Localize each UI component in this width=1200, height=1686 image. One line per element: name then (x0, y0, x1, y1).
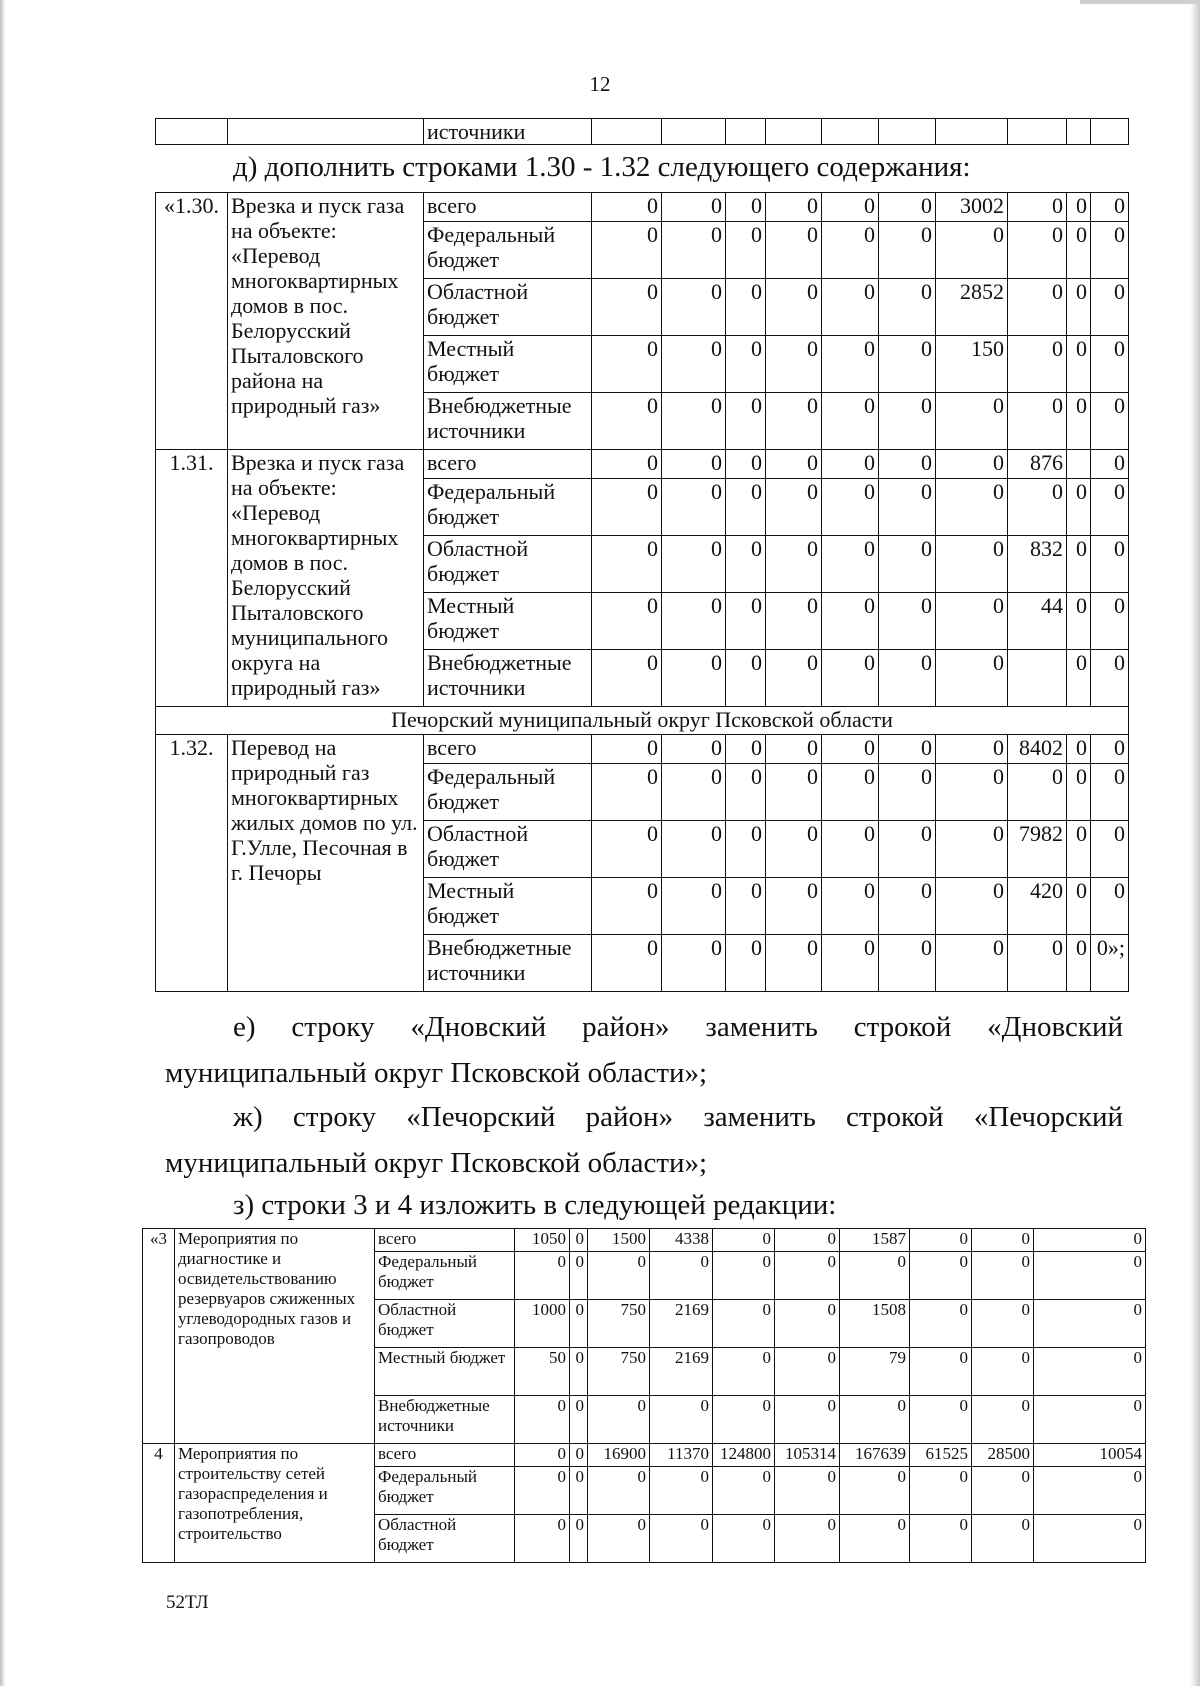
value-cell: 3002 (936, 193, 1008, 222)
value-cell: 0 (713, 1252, 775, 1300)
value-cell: 0 (936, 222, 1008, 279)
value-cell: 0 (822, 222, 879, 279)
funding-source: Внебюджетные источники (424, 650, 592, 707)
funding-source: Федеральный бюджет (424, 222, 592, 279)
value-cell: 0 (822, 336, 879, 393)
value-cell: 0 (592, 222, 662, 279)
value-cell: 0 (1067, 593, 1091, 650)
value-cell: 0 (570, 1229, 588, 1252)
value-cell: 0 (910, 1252, 972, 1300)
value-cell: 0 (766, 222, 822, 279)
value-cell: 0 (592, 593, 662, 650)
value-cell: 2169 (650, 1300, 713, 1348)
value-cell: 0 (766, 279, 822, 336)
value-cell: 0 (766, 878, 822, 935)
value-cell: 1050 (515, 1229, 570, 1252)
funding-source: всего (375, 1444, 515, 1467)
value-cell: 0 (588, 1515, 650, 1563)
value-cell: 0 (879, 279, 936, 336)
value-cell: 0 (515, 1396, 570, 1444)
row-number: «1.30. (156, 193, 228, 450)
value-cell: 0 (1008, 193, 1067, 222)
value-cell: 50 (515, 1348, 570, 1396)
value-cell: 8402 (1008, 735, 1067, 764)
value-cell: 0 (1034, 1467, 1146, 1515)
funding-source: Внебюджетные источники (424, 935, 592, 992)
value-cell: 16900 (588, 1444, 650, 1467)
table-row (143, 1229, 1146, 1252)
value-cell: 0 (936, 878, 1008, 935)
value-cell: 0 (662, 935, 726, 992)
value-cell: 0 (775, 1396, 840, 1444)
value-cell: 0 (936, 450, 1008, 479)
activity-name: Мероприятия по диагностике и освидетельствованию резервуаров сжиженных углеводородных газов и газопроводов (175, 1229, 375, 1444)
value-cell: 0 (879, 735, 936, 764)
value-cell: 0 (910, 1300, 972, 1348)
value-cell: 0 (1091, 193, 1129, 222)
table-row (143, 1444, 1146, 1467)
value-cell: 0 (662, 479, 726, 536)
value-cell: 0 (840, 1467, 910, 1515)
value-cell: 0 (662, 878, 726, 935)
page-number: 12 (589, 72, 611, 96)
value-cell: 7982 (1008, 821, 1067, 878)
value-cell: 0 (775, 1515, 840, 1563)
value-cell: 0 (972, 1229, 1034, 1252)
value-cell: 0 (713, 1467, 775, 1515)
funding-source: Федеральный бюджет (424, 764, 592, 821)
value-cell: 0 (726, 593, 766, 650)
value-cell: 0 (1034, 1252, 1146, 1300)
value-cell: 0 (662, 450, 726, 479)
table-additions (155, 192, 1129, 992)
value-cell: 150 (936, 336, 1008, 393)
value-cell: 0 (936, 764, 1008, 821)
value-cell: 0 (592, 878, 662, 935)
value-cell: 167639 (840, 1444, 910, 1467)
value-cell: 0 (1034, 1348, 1146, 1396)
funding-source: Областной бюджет (424, 821, 592, 878)
value-cell: 0 (972, 1300, 1034, 1348)
table-row (156, 193, 1129, 222)
value-cell: 420 (1008, 878, 1067, 935)
value-cell: 0 (910, 1229, 972, 1252)
value-cell: 0 (570, 1252, 588, 1300)
value-cell: 0 (822, 479, 879, 536)
value-cell: 0 (822, 650, 879, 707)
value-cell: 0 (1008, 393, 1067, 450)
value-cell: 0 (936, 393, 1008, 450)
funding-source: Внебюджетные источники (375, 1396, 515, 1444)
value-cell: 0 (592, 764, 662, 821)
value-cell: 79 (840, 1348, 910, 1396)
value-cell: 0 (822, 593, 879, 650)
funding-source: Областной бюджет (375, 1515, 515, 1563)
value-cell: 0 (592, 336, 662, 393)
value-cell: 0 (972, 1348, 1034, 1396)
funding-source: всего (375, 1229, 515, 1252)
value-cell: 0 (1067, 393, 1091, 450)
heading-d: д) дополнить строками 1.30 - 1.32 следующего содержания: (233, 151, 971, 183)
scan-edge-top (1080, 0, 1200, 4)
value-cell: 0 (766, 821, 822, 878)
value-cell: 0 (662, 336, 726, 393)
funding-source: Областной бюджет (424, 279, 592, 336)
value-cell: 750 (588, 1348, 650, 1396)
value-cell: 28500 (972, 1444, 1034, 1467)
value-cell: 0 (650, 1396, 713, 1444)
value-cell: 0 (570, 1444, 588, 1467)
value-cell: 0 (840, 1515, 910, 1563)
value-cell: 0 (936, 479, 1008, 536)
value-cell: 4338 (650, 1229, 713, 1252)
value-cell: 0 (570, 1300, 588, 1348)
value-cell: 0 (662, 764, 726, 821)
value-cell: 0 (766, 593, 822, 650)
value-cell: 0 (822, 393, 879, 450)
value-cell: 10054 (1034, 1444, 1146, 1467)
value-cell: 0 (592, 479, 662, 536)
value-cell: 0 (588, 1252, 650, 1300)
value-cell: 0 (1091, 735, 1129, 764)
value-cell: 0 (766, 650, 822, 707)
value-cell: 0 (840, 1396, 910, 1444)
value-cell: 0 (713, 1300, 775, 1348)
value-cell: 0 (1091, 821, 1129, 878)
value-cell: 0 (972, 1515, 1034, 1563)
value-cell: 0 (1008, 479, 1067, 536)
activity-name: Врезка и пуск газа на объекте: «Перевод многоквартирных домов в пос. Белорусский Пыталовского муниципального округа на природный газ» (228, 450, 424, 707)
value-cell: 750 (588, 1300, 650, 1348)
value-cell: 0 (1034, 1515, 1146, 1563)
value-cell: 0 (662, 193, 726, 222)
value-cell: 0 (713, 1348, 775, 1396)
value-cell: 0 (822, 193, 879, 222)
value-cell: 0 (879, 222, 936, 279)
row-number: 1.32. (156, 735, 228, 992)
value-cell: 0 (570, 1467, 588, 1515)
funding-source: всего (424, 735, 592, 764)
value-cell: 0 (726, 450, 766, 479)
value-cell: 0 (1067, 764, 1091, 821)
value-cell: 0 (775, 1229, 840, 1252)
value-cell: 0 (1008, 222, 1067, 279)
value-cell: 105314 (775, 1444, 840, 1467)
value-cell: 0 (726, 935, 766, 992)
value-cell: 0 (1008, 279, 1067, 336)
value-cell: 0 (570, 1396, 588, 1444)
value-cell: 0 (766, 935, 822, 992)
value-cell: 0 (972, 1252, 1034, 1300)
empty-cell (228, 119, 424, 145)
value-cell: 0 (936, 735, 1008, 764)
row-number: «3 (143, 1229, 175, 1444)
value-cell: 0 (1091, 479, 1129, 536)
value-cell: 0 (1067, 536, 1091, 593)
value-cell: 0 (1034, 1396, 1146, 1444)
value-cell: 0 (515, 1515, 570, 1563)
section-title: Печорский муниципальный округ Псковской области (156, 707, 1129, 735)
value-cell: 0 (726, 336, 766, 393)
value-cell: 0 (592, 650, 662, 707)
value-cell: 0 (570, 1515, 588, 1563)
value-cell: 0 (662, 821, 726, 878)
value-cell: 0 (1034, 1229, 1146, 1252)
value-cell: 0 (515, 1467, 570, 1515)
row-number: 1.31. (156, 450, 228, 707)
value-cell: 0 (766, 450, 822, 479)
value-cell: 0 (766, 393, 822, 450)
value-cell: 0 (662, 735, 726, 764)
value-cell: 0 (766, 536, 822, 593)
value-cell: 0 (662, 536, 726, 593)
value-cell: 0 (592, 735, 662, 764)
value-cell: 0 (879, 593, 936, 650)
value-cell: 0 (1067, 650, 1091, 707)
value-cell: 44 (1008, 593, 1067, 650)
value-cell: 0 (910, 1467, 972, 1515)
value-cell: 0 (1091, 393, 1129, 450)
value-cell: 0 (879, 393, 936, 450)
value-cell: 0 (936, 536, 1008, 593)
value-cell: 0 (570, 1348, 588, 1396)
value-cell: 2852 (936, 279, 1008, 336)
value-cell: 0 (1091, 450, 1129, 479)
value-cell: 0 (1008, 764, 1067, 821)
value-cell: 0 (775, 1252, 840, 1300)
value-cell: 0 (726, 393, 766, 450)
value-cell: 1500 (588, 1229, 650, 1252)
funding-source: Местный бюджет (424, 336, 592, 393)
value-cell: 0 (1067, 878, 1091, 935)
activity-name: Перевод на природный газ многоквартирных жилых домов по ул. Г.Улле, Песочная в г. Печоры (228, 735, 424, 992)
value-cell: 0 (662, 650, 726, 707)
funding-source: Областной бюджет (424, 536, 592, 593)
value-cell (1008, 650, 1067, 707)
value-cell: 0 (910, 1348, 972, 1396)
value-cell: 0 (1067, 935, 1091, 992)
value-cell: 0 (592, 821, 662, 878)
table-rows-3-4 (142, 1228, 1146, 1563)
value-cell: 0 (1091, 279, 1129, 336)
value-cell: 0 (822, 764, 879, 821)
funding-source: Местный бюджет (375, 1348, 515, 1396)
table-row (156, 735, 1129, 764)
value-cell: 0 (910, 1515, 972, 1563)
row-number: 4 (143, 1444, 175, 1563)
value-cell: 0 (822, 279, 879, 336)
value-cell: 0 (662, 279, 726, 336)
value-cell: 0 (972, 1467, 1034, 1515)
value-cell: 0 (1091, 222, 1129, 279)
funding-source: Местный бюджет (424, 878, 592, 935)
value-cell: 0 (588, 1396, 650, 1444)
value-cell (1067, 450, 1091, 479)
value-cell: 0 (650, 1515, 713, 1563)
value-cell: 0 (775, 1467, 840, 1515)
value-cell: 0 (592, 193, 662, 222)
value-cell: 0 (766, 193, 822, 222)
value-cell: 0 (713, 1396, 775, 1444)
value-cell: 0 (972, 1396, 1034, 1444)
value-cell: 876 (1008, 450, 1067, 479)
value-cell: 2169 (650, 1348, 713, 1396)
value-cell: 0 (936, 935, 1008, 992)
funding-source: Федеральный бюджет (424, 479, 592, 536)
value-cell: 0 (713, 1515, 775, 1563)
value-cell: 0 (1067, 735, 1091, 764)
value-cell: 0 (662, 393, 726, 450)
value-cell: 0 (726, 764, 766, 821)
value-cell: 0 (1008, 336, 1067, 393)
value-cell: 0 (766, 735, 822, 764)
value-cell: 0 (1067, 821, 1091, 878)
value-cell: 0 (936, 593, 1008, 650)
value-cell: 0 (822, 935, 879, 992)
value-cell: 0 (1008, 935, 1067, 992)
paragraph-zh-line1: ж) строку «Печорский район» заменить строкой «Печорский (233, 1101, 1123, 1133)
value-cell: 0 (936, 821, 1008, 878)
value-cell: 1508 (840, 1300, 910, 1348)
value-cell: 0 (879, 764, 936, 821)
value-cell: 0 (726, 735, 766, 764)
value-cell: 0 (588, 1467, 650, 1515)
value-cell: 1000 (515, 1300, 570, 1348)
value-cell: 0 (515, 1444, 570, 1467)
value-cell: 0 (910, 1396, 972, 1444)
value-cell: 0 (1091, 336, 1129, 393)
value-cell: 0 (662, 222, 726, 279)
value-cell: 0 (822, 735, 879, 764)
funding-source: Внебюджетные источники (424, 393, 592, 450)
value-cell: 61525 (910, 1444, 972, 1467)
value-cell: 0 (726, 821, 766, 878)
footer-code: 52ТЛ (166, 1592, 209, 1613)
value-cell: 0 (840, 1252, 910, 1300)
value-cell: 0 (879, 193, 936, 222)
value-cell: 0 (650, 1467, 713, 1515)
value-cell: 0 (726, 536, 766, 593)
value-cell: 0 (822, 878, 879, 935)
value-cell: 0 (592, 536, 662, 593)
value-cell: 0 (592, 450, 662, 479)
value-cell: 0 (775, 1348, 840, 1396)
value-cell: 0 (879, 935, 936, 992)
value-cell: 0 (1091, 764, 1129, 821)
value-cell: 0 (822, 450, 879, 479)
value-cell: 0 (879, 536, 936, 593)
value-cell: 0 (879, 878, 936, 935)
value-cell: 0 (713, 1229, 775, 1252)
funding-source: Местный бюджет (424, 593, 592, 650)
value-cell: 832 (1008, 536, 1067, 593)
value-cell: 0 (822, 821, 879, 878)
value-cell: 0 (775, 1300, 840, 1348)
source-label: источники (424, 119, 592, 145)
activity-name: Мероприятия по строительству сетей газораспределения и газопотребления, строительство (175, 1444, 375, 1563)
scan-edge-right (1190, 0, 1200, 1686)
value-cell: 1587 (840, 1229, 910, 1252)
value-cell: 0 (1067, 193, 1091, 222)
value-cell: 0 (1091, 878, 1129, 935)
value-cell: 0 (1034, 1300, 1146, 1348)
value-cell: 0 (879, 821, 936, 878)
value-cell: 0 (1091, 650, 1129, 707)
activity-name: Врезка и пуск газа на объекте: «Перевод многоквартирных домов в пос. Белорусский Пыталовского района на природный газ» (228, 193, 424, 450)
paragraph-zh-line2: муниципальный округ Псковской области»; (165, 1147, 708, 1179)
funding-source: Федеральный бюджет (375, 1467, 515, 1515)
value-cell: 0 (766, 764, 822, 821)
value-cell: 0 (726, 479, 766, 536)
value-cell: 0 (662, 593, 726, 650)
top-fragment-table (155, 118, 1129, 145)
value-cell: 0 (726, 279, 766, 336)
value-cell: 0 (1067, 279, 1091, 336)
heading-z: з) строки 3 и 4 изложить в следующей редакции: (233, 1189, 837, 1221)
table-row (156, 450, 1129, 479)
value-cell: 0 (592, 279, 662, 336)
value-cell: 0 (936, 650, 1008, 707)
value-cell: 0 (1091, 536, 1129, 593)
value-cell: 0 (726, 222, 766, 279)
value-cell: 0 (766, 479, 822, 536)
value-cell: 0 (1091, 593, 1129, 650)
value-cell: 0 (822, 536, 879, 593)
value-cell: 0 (592, 393, 662, 450)
value-cell: 0 (515, 1252, 570, 1300)
paragraph-e-line1: е) строку «Дновский район» заменить строкой «Дновский (233, 1011, 1123, 1043)
funding-source: Областной бюджет (375, 1300, 515, 1348)
value-cell: 0 (650, 1252, 713, 1300)
value-cell: 0 (1067, 222, 1091, 279)
value-cell: 0 (879, 450, 936, 479)
value-cell: 0 (726, 193, 766, 222)
value-cell: 0 (879, 336, 936, 393)
value-cell: 0»; (1091, 935, 1129, 992)
value-cell: 0 (766, 336, 822, 393)
funding-source: Федеральный бюджет (375, 1252, 515, 1300)
value-cell: 0 (1067, 336, 1091, 393)
scan-edge-left (0, 0, 6, 1686)
value-cell: 0 (592, 935, 662, 992)
value-cell: 0 (726, 878, 766, 935)
funding-source: всего (424, 193, 592, 222)
value-cell: 124800 (713, 1444, 775, 1467)
value-cell: 11370 (650, 1444, 713, 1467)
value-cell: 0 (879, 479, 936, 536)
funding-source: всего (424, 450, 592, 479)
value-cell: 0 (726, 650, 766, 707)
paragraph-e-line2: муниципальный округ Псковской области»; (165, 1057, 708, 1089)
value-cell: 0 (1067, 479, 1091, 536)
value-cell: 0 (879, 650, 936, 707)
section-row (156, 707, 1129, 735)
empty-cell (156, 119, 228, 145)
